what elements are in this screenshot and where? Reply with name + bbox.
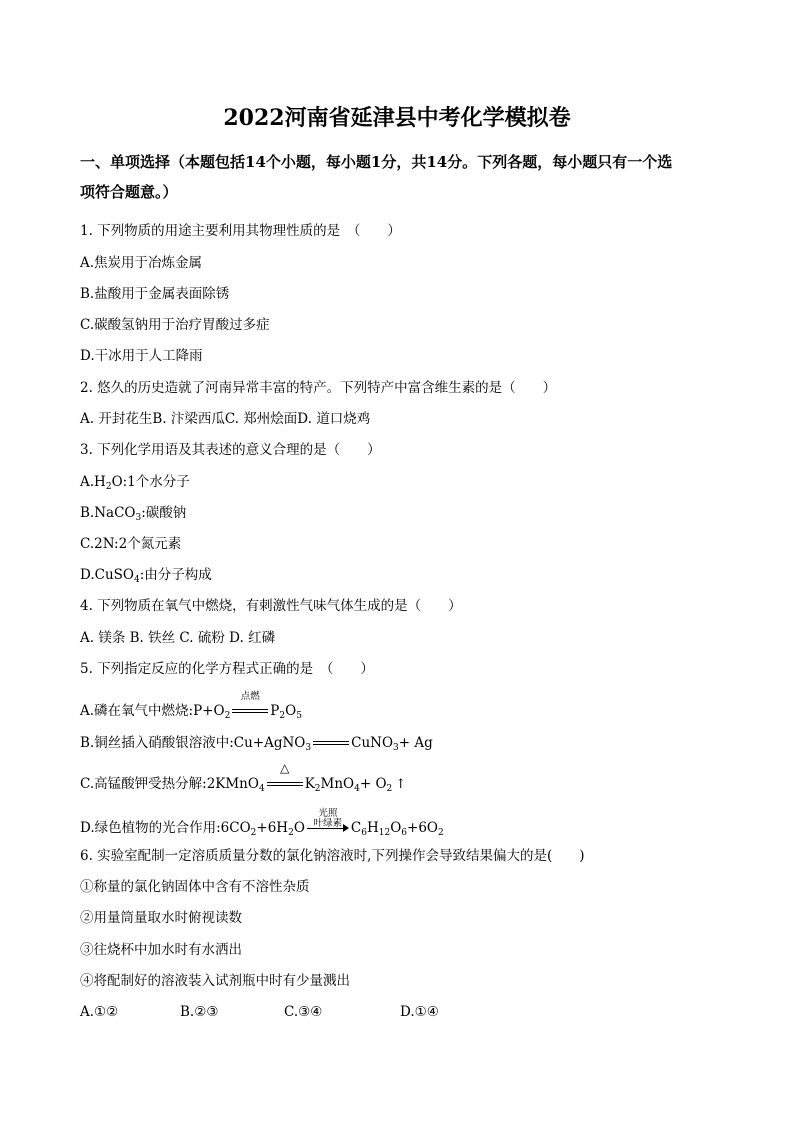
reaction-arrow: [307, 808, 349, 837]
question-2-options: A. 开封花生B. 汴梁西瓜C. 郑州烩面D. 道口烧鸡: [80, 411, 371, 427]
formula-text: A.磷在氧气中燃烧:P+O: [80, 703, 225, 719]
question-4-options: A. 镁条 B. 铁丝 C. 硫粉 D. 红磷: [80, 630, 276, 646]
formula-text: +6H: [256, 820, 289, 836]
question-5-option-c: [80, 761, 407, 795]
subscript: 3: [305, 743, 312, 753]
reaction-condition: 点燃: [240, 691, 260, 702]
page-title: 2022河南省延津县中考化学模拟卷: [223, 105, 571, 131]
formula-text: H: [366, 820, 379, 836]
subscript: 4: [354, 784, 360, 794]
subscript: 6: [361, 828, 367, 838]
subscript: 2: [224, 711, 231, 721]
question-3-option-a: [80, 474, 190, 493]
formula-text: C: [350, 820, 362, 836]
formula-text: C.高锰酸钾受热分解:2KMnO: [80, 776, 259, 792]
subscript: 2: [288, 828, 294, 838]
subscript: 2: [438, 828, 444, 838]
question-6-item-4: ④将配制好的溶液装入试剂瓶中时有少量溅出: [80, 973, 350, 989]
subscript: 6: [401, 828, 408, 838]
subscript: 12: [378, 828, 391, 838]
gas-arrow-icon: ↑: [395, 777, 407, 792]
question-6-option-a: A.①②: [80, 1004, 119, 1020]
question-5-option-a: [80, 691, 302, 722]
formula-text: P: [270, 703, 280, 719]
formula-text: A.H: [80, 474, 106, 490]
question-3-option-b: [80, 505, 186, 524]
question-5-option-b: [80, 735, 433, 754]
subscript: 3: [135, 513, 142, 523]
subscript: 3: [393, 743, 399, 753]
question-6-option-c: C.③④: [284, 1004, 323, 1020]
formula-text: :由分子构成: [139, 567, 212, 583]
question-6-stem: 6. 实验室配制一定溶质质量分数的氯化钠溶液时,下列操作会导致结果偏大的是( ): [80, 848, 585, 864]
subscript: 2: [105, 482, 112, 492]
formula-text: O: [390, 820, 402, 836]
formula-text: O: [285, 703, 297, 719]
question-3-stem: 3. 下列化学用语及其表述的意义合理的是（ ）: [80, 442, 381, 458]
subscript: 2: [279, 711, 286, 721]
question-6-item-1: ①称量的氯化钠固体中含有不溶性杂质: [80, 879, 310, 895]
subscript: 5: [296, 711, 302, 721]
formula-text: CuNO: [351, 735, 394, 751]
question-3-option-c: C.2N:2个氮元素: [80, 536, 182, 552]
question-6-option-b: B.②③: [180, 1004, 219, 1020]
formula-text: +6O: [407, 820, 438, 836]
formula-text: MnO: [320, 776, 355, 792]
reaction-double-line: [313, 735, 349, 752]
question-2-stem: 2. 悠久的历史造就了河南异常丰富的特产。下列特产中富含维生素的是（ ）: [80, 380, 557, 396]
question-1-option-d: D.干冰用于人工降雨: [80, 348, 203, 364]
question-6-item-3: ③往烧杯中加水时有水洒出: [80, 942, 242, 958]
question-6-item-2: ②用量筒量取水时俯视读数: [80, 910, 242, 926]
question-1-stem: 1. 下列物质的用途主要利用其物理性质的是 （ ）: [80, 223, 401, 239]
subscript: 4: [133, 575, 140, 585]
formula-text: K: [304, 776, 315, 792]
subscript: 4: [258, 784, 265, 794]
reaction-condition: 光照: [318, 808, 338, 819]
formula-text: D.绿色植物的光合作用:6CO: [80, 820, 251, 836]
reaction-condition: △: [280, 761, 290, 775]
formula-text: B.铜丝插入硝酸银溶液中:Cu+AgNO: [80, 735, 306, 751]
question-6-option-d: D.①④: [400, 1004, 439, 1020]
subscript: 2: [314, 784, 321, 794]
question-1-option-b: B.盐酸用于金属表面除锈: [80, 286, 230, 302]
subscript: 2: [386, 784, 393, 794]
question-1-option-a: A.焦炭用于冶炼金属: [80, 255, 203, 271]
formula-text: B.NaCO: [80, 505, 136, 521]
section-heading-line-1: 一、单项选择（本题包括14个小题，每小题1分，共14分。下列各题，每小题只有一个选: [80, 153, 673, 171]
question-6-options: [80, 1004, 439, 1021]
formula-text: O:1个水分子: [111, 474, 190, 490]
formula-text: O: [293, 820, 305, 836]
formula-text: + O: [359, 776, 387, 792]
reaction-double-line: [267, 761, 303, 793]
question-5-stem: 5. 下列指定反应的化学方程式正确的是 （ ）: [80, 661, 374, 677]
subscript: 2: [250, 828, 257, 838]
question-3-option-d: [80, 567, 212, 586]
formula-text: + Ag: [398, 735, 433, 751]
section-heading-line-2: 项符合题意。）: [80, 183, 178, 201]
question-5-option-d: [80, 808, 444, 839]
question-4-stem: 4. 下列物质在氧气中燃烧，有刺激性气味气体生成的是（ ）: [80, 598, 462, 614]
reaction-double-line: [232, 691, 268, 720]
formula-text: D.CuSO: [80, 567, 134, 583]
question-1-option-c: C.碳酸氢钠用于治疗胃酸过多症: [80, 317, 270, 333]
reaction-condition: 叶绿素: [313, 818, 343, 829]
formula-text: :碳酸钠: [141, 505, 187, 521]
